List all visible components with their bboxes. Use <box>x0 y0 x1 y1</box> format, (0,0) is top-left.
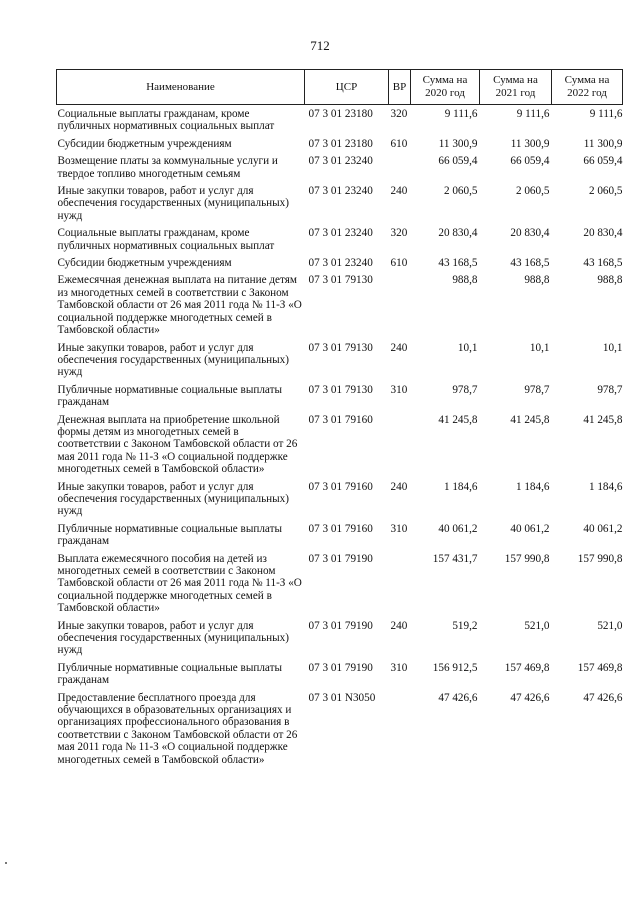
row-sum-2020: 66 059,4 <box>438 155 478 168</box>
row-vr: 310 <box>390 661 408 674</box>
table-row <box>57 478 623 520</box>
row-sum-2022: 9 111,6 <box>589 108 623 120</box>
row-sum-2022: 1 184,6 <box>588 480 623 493</box>
row-sum-2021: 11 300,9 <box>510 137 550 150</box>
row-vr: 240 <box>390 619 408 632</box>
row-sum-2021: 20 830,4 <box>510 227 550 240</box>
table-row <box>57 659 623 689</box>
row-sum-2021: 1 184,6 <box>515 480 550 493</box>
table-header-row <box>57 70 623 105</box>
row-vr <box>389 271 411 338</box>
row-sum-2021: 521,0 <box>524 619 550 632</box>
row-sum-2021: 978,7 <box>524 383 550 396</box>
row-sum-2020: 2 060,5 <box>443 185 478 198</box>
row-csr: 07 3 01 23180 <box>308 108 373 120</box>
table-row <box>57 381 623 411</box>
row-sum-2020: 156 912,5 <box>432 661 478 674</box>
row-sum-2022: 41 245,8 <box>583 413 623 426</box>
table-row <box>57 152 623 182</box>
row-name: Субсидии бюджетным учреждениям <box>57 257 232 270</box>
row-csr: 07 3 01 79160 <box>308 522 373 535</box>
row-name: Иные закупки товаров, работ и услуг для обеспечения государственных (муниципальных) нужд <box>57 619 289 657</box>
row-name: Иные закупки товаров, работ и услуг для обеспечения государственных (муниципальных) нужд <box>57 480 289 518</box>
row-csr: 07 3 01 23240 <box>308 257 373 270</box>
table-row <box>57 411 623 478</box>
row-sum-2022: 978,7 <box>597 383 623 396</box>
header-csr: ЦСР <box>305 70 389 105</box>
table-row <box>57 339 623 381</box>
table-row <box>57 105 623 135</box>
row-sum-2020: 978,7 <box>452 383 478 396</box>
row-sum-2021: 2 060,5 <box>515 185 550 198</box>
row-csr: 07 3 01 79190 <box>308 661 373 674</box>
table-row <box>57 224 623 254</box>
row-name: Публичные нормативные социальные выплаты гражданам <box>57 522 283 548</box>
row-sum-2021: 157 469,8 <box>504 661 550 674</box>
row-sum-2020: 9 111,6 <box>444 108 478 120</box>
row-sum-2021: 157 990,8 <box>504 552 550 565</box>
row-vr <box>389 550 411 617</box>
row-csr: 07 3 01 79130 <box>308 383 373 396</box>
row-sum-2020: 47 426,6 <box>438 691 478 704</box>
row-sum-2022: 157 990,8 <box>577 552 623 565</box>
row-sum-2020: 519,2 <box>452 619 478 632</box>
row-sum-2021: 43 168,5 <box>510 257 550 270</box>
row-vr: 610 <box>390 137 408 150</box>
row-name: Предоставление бесплатного проезда для обучающихся в образовательных организациях и организациях профессионального образования в соответствии с Законом Тамбовской области от 26 мая 2011 года № 11-З «О социальной поддержке многодетных семей в Тамбовской области» <box>57 691 298 766</box>
row-sum-2020: 157 431,7 <box>432 552 478 565</box>
table-row <box>57 135 623 152</box>
row-csr: 07 3 01 23180 <box>308 137 373 150</box>
row-name: Социальные выплаты гражданам, кроме публичных нормативных социальных выплат <box>57 108 275 133</box>
row-vr: 320 <box>390 227 408 240</box>
row-csr: 07 3 01 23240 <box>308 185 373 198</box>
header-vr: ВР <box>389 70 411 105</box>
table-row <box>57 520 623 550</box>
table-row <box>57 689 623 768</box>
table-row <box>57 182 623 224</box>
row-csr: 07 3 01 79190 <box>308 619 373 632</box>
row-name: Иные закупки товаров, работ и услуг для обеспечения государственных (муниципальных) нужд <box>57 185 289 222</box>
row-vr: 240 <box>390 341 408 354</box>
row-name: Публичные нормативные социальные выплаты гражданам <box>57 661 283 687</box>
row-sum-2020: 10,1 <box>457 341 478 354</box>
row-sum-2020: 43 168,5 <box>438 257 478 270</box>
row-name: Выплата ежемесячного пособия на детей из многодетных семей в соответствии с Законом Тамбовской области от 26 мая 2011 года № 11-З «О социальной поддержке многодетных семей в Тамбовской области» <box>57 552 302 615</box>
row-sum-2022: 66 059,4 <box>583 155 623 168</box>
header-2021: Сумма на 2021 год <box>480 70 552 105</box>
row-csr: 07 3 01 23240 <box>308 227 373 240</box>
table-row <box>57 271 623 338</box>
row-sum-2021: 47 426,6 <box>510 691 550 704</box>
row-sum-2022: 43 168,5 <box>583 257 623 270</box>
row-name: Возмещение платы за коммунальные услуги и твердое топливо многодетным семьям <box>57 155 278 180</box>
header-2020: Сумма на 2020 год <box>411 70 480 105</box>
row-sum-2022: 521,0 <box>597 619 623 632</box>
row-name: Ежемесячная денежная выплата на питание детям из многодетных семей в соответствии с Законом Тамбовской области от 26 мая 2011 года № 11-З «О социальной поддержке многодетных семей в Тамбовской области» <box>57 274 302 337</box>
row-sum-2021: 66 059,4 <box>510 155 550 168</box>
row-vr: 240 <box>390 480 408 493</box>
row-csr: 07 3 01 23240 <box>308 155 373 168</box>
row-sum-2020: 40 061,2 <box>438 522 478 535</box>
row-sum-2022: 11 300,9 <box>583 137 623 150</box>
row-sum-2020: 11 300,9 <box>438 137 478 150</box>
row-sum-2022: 47 426,6 <box>583 691 623 704</box>
page-number: 712 <box>310 38 330 53</box>
row-vr <box>389 411 411 478</box>
row-sum-2020: 20 830,4 <box>438 227 478 240</box>
row-csr: 07 3 01 79160 <box>308 413 373 426</box>
row-csr: 07 3 01 N3050 <box>308 691 376 704</box>
row-vr: 610 <box>390 257 408 270</box>
row-csr: 07 3 01 79130 <box>308 274 373 287</box>
row-sum-2022: 40 061,2 <box>583 522 623 535</box>
row-sum-2022: 10,1 <box>602 341 623 354</box>
row-vr: 310 <box>390 522 408 535</box>
row-sum-2020: 988,8 <box>452 274 478 287</box>
row-csr: 07 3 01 79130 <box>308 341 373 354</box>
header-name: Наименование <box>57 70 305 105</box>
row-vr: 240 <box>390 185 408 198</box>
row-sum-2021: 10,1 <box>529 341 550 354</box>
header-2022: Сумма на 2022 год <box>552 70 623 105</box>
row-csr: 07 3 01 79160 <box>308 480 373 493</box>
row-vr <box>389 689 411 768</box>
row-sum-2022: 157 469,8 <box>577 661 623 674</box>
row-sum-2020: 1 184,6 <box>443 480 478 493</box>
row-sum-2021: 41 245,8 <box>510 413 550 426</box>
row-sum-2020: 41 245,8 <box>438 413 478 426</box>
row-name: Денежная выплата на приобретение школьной формы детям из многодетных семей в соответствии с Законом Тамбовской области от 26 мая 2011 года № 11-З «О социальной поддержке многодетных семей в Тамбовской области» <box>57 413 298 476</box>
row-name: Публичные нормативные социальные выплаты гражданам <box>57 383 283 409</box>
row-sum-2021: 988,8 <box>524 274 550 287</box>
row-name: Иные закупки товаров, работ и услуг для обеспечения государственных (муниципальных) нужд <box>57 341 289 379</box>
row-sum-2022: 988,8 <box>597 274 623 287</box>
row-sum-2022: 20 830,4 <box>583 227 623 240</box>
row-csr: 07 3 01 79190 <box>308 552 373 565</box>
scan-margin-mark <box>5 862 7 864</box>
row-sum-2022: 2 060,5 <box>588 185 623 198</box>
row-name: Социальные выплаты гражданам, кроме публичных нормативных социальных выплат <box>57 227 275 252</box>
row-sum-2021: 40 061,2 <box>510 522 550 535</box>
row-name: Субсидии бюджетным учреждениям <box>57 137 232 150</box>
table-row <box>57 254 623 271</box>
row-vr <box>389 152 411 182</box>
row-sum-2021: 9 111,6 <box>516 108 550 120</box>
table-row <box>57 617 623 659</box>
budget-table <box>56 69 623 768</box>
row-vr: 320 <box>390 108 408 120</box>
table-row <box>57 550 623 617</box>
row-vr: 310 <box>390 383 408 396</box>
